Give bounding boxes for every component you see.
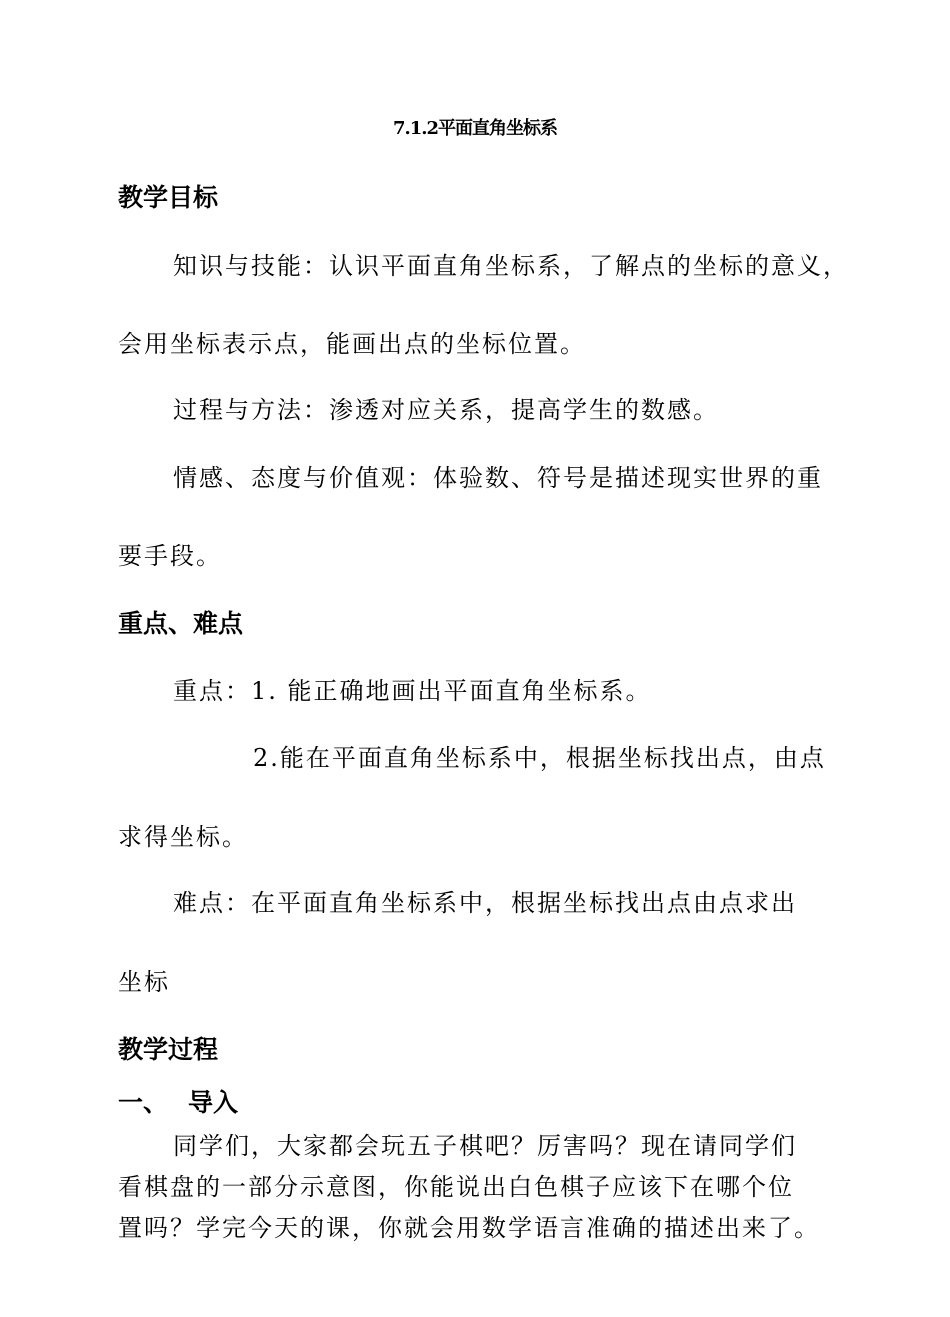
intro-line2: 看棋盘的一部分示意图，你能说出白色棋子应该下在哪个位 <box>118 1173 794 1201</box>
heading-process: 教学过程 <box>118 1035 219 1064</box>
difficulty-line2: 坐标 <box>118 968 170 996</box>
intro-line1: 同学们，大家都会玩五子棋吧？厉害吗？现在请同学们 <box>173 1132 797 1160</box>
objective-knowledge-line2: 会用坐标表示点，能画出点的坐标位置。 <box>118 330 586 358</box>
subheading-intro <box>118 1088 238 1118</box>
document-title: 7.1.2平面直角坐标系 <box>392 118 558 139</box>
objective-emotion-line1: 情感、态度与价值观：体验数、符号是描述现实世界的重 <box>173 464 823 492</box>
difficulty-line1: 难点：在平面直角坐标系中，根据坐标找出点由点求出 <box>173 889 797 917</box>
subheading-index: 一、 <box>118 1088 169 1117</box>
heading-keypoints: 重点、难点 <box>118 609 244 638</box>
objective-emotion-line2: 要手段。 <box>118 542 222 570</box>
keypoint-1: 重点：1. 能正确地画出平面直角坐标系。 <box>173 677 652 705</box>
keypoint-2-line2: 求得坐标。 <box>118 823 248 851</box>
intro-line3: 置吗？学完今天的课，你就会用数学语言准确的描述出来了。 <box>118 1214 820 1242</box>
objective-knowledge-line1: 知识与技能：认识平面直角坐标系，了解点的坐标的意义， <box>173 252 849 280</box>
objective-process: 过程与方法：渗透对应关系，提高学生的数感。 <box>173 396 719 424</box>
heading-objectives: 教学目标 <box>118 183 219 212</box>
keypoint-2-line1: 2.能在平面直角坐标系中，根据坐标找出点，由点 <box>253 744 826 772</box>
subheading-title: 导入 <box>188 1088 239 1117</box>
